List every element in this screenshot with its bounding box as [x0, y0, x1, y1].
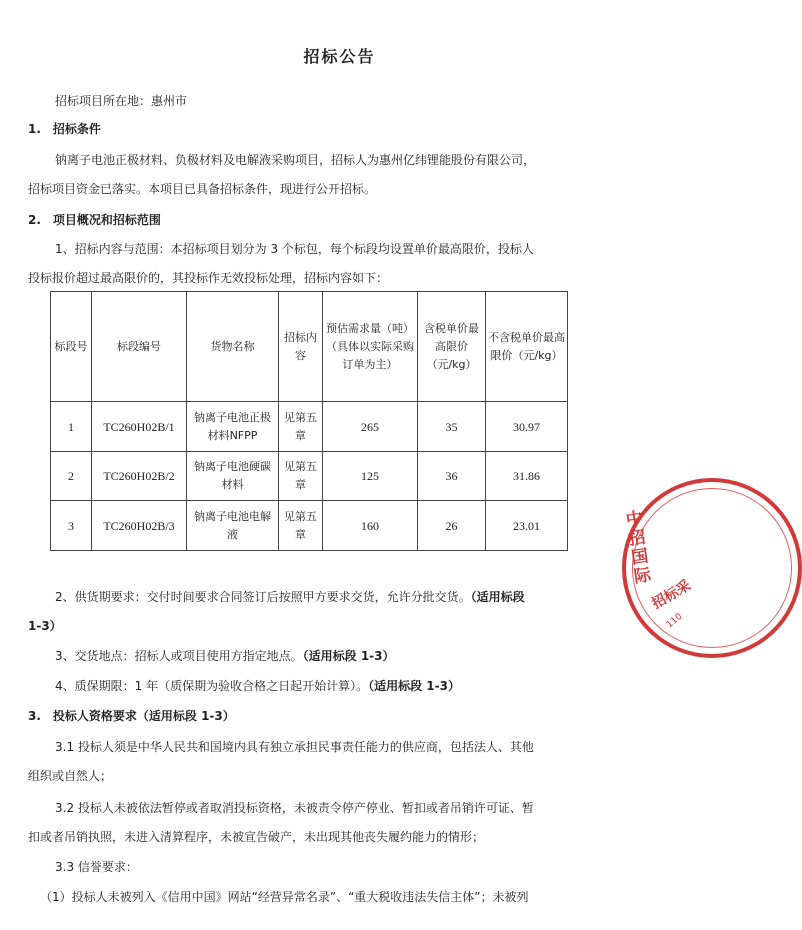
header-section-code: 标段编号: [92, 292, 187, 402]
cell-max-price-tax: 26: [418, 501, 486, 551]
cell-section-no: 1: [51, 402, 92, 452]
header-goods-name: 货物名称: [187, 292, 279, 402]
section-3-paragraph-line-1: 3.1 投标人须是中华人民共和国境内具有独立承担民事责任能力的供应商，包括法人、其他: [55, 740, 534, 754]
supply-period-scope-cont: 1-3）: [28, 619, 62, 633]
table-row: [51, 402, 568, 452]
company-seal-stamp: [622, 478, 802, 658]
header-estimated-demand: 预估需求量（吨）（具体以实际采购订单为主）: [323, 292, 418, 402]
cell-estimated-demand: 160: [323, 501, 418, 551]
cell-max-price-no-tax: 31.86: [486, 452, 568, 501]
section-3-heading: 3. 投标人资格要求（适用标段 1-3）: [28, 709, 235, 723]
project-location: 招标项目所在地：惠州市: [55, 94, 188, 108]
section-3-paragraph-line-6: （1）投标人未被列入《信用中国》网站“经营异常名录”、“重大税收违法失信主体”；未被列: [40, 890, 529, 904]
header-section-no: 标段号: [51, 292, 92, 402]
seal-number: 110: [664, 611, 685, 631]
section-3-paragraph-line-2: 组织或自然人；: [28, 769, 113, 783]
page-title: 招标公告: [303, 47, 376, 66]
cell-max-price-tax: 36: [418, 452, 486, 501]
cell-content: 见第五章: [279, 402, 323, 452]
warranty-scope: （适用标段 1-3）: [368, 679, 460, 693]
cell-content: 见第五章: [279, 452, 323, 501]
cell-section-no: 2: [51, 452, 92, 501]
delivery-location-text: 3、交货地点：招标人或项目使用方指定地点。: [55, 649, 303, 663]
table-row: [51, 501, 568, 551]
cell-max-price-no-tax: 23.01: [486, 501, 568, 551]
cell-estimated-demand: 125: [323, 452, 418, 501]
warranty-text: 4、质保期限：1 年（质保期为验收合格之日起开始计算）。: [55, 679, 369, 693]
cell-content: 见第五章: [279, 501, 323, 551]
delivery-location-line: [55, 647, 395, 664]
seal-text-bottom: 招标采: [649, 577, 694, 613]
supply-period-text: 2、供货期要求：交付时间要求合同签订后按照甲方要求交货，允许分批交货。: [55, 590, 471, 604]
header-content: 招标内容: [279, 292, 323, 402]
delivery-location-scope: （适用标段 1-3）: [302, 649, 395, 663]
warranty-line: [55, 677, 460, 694]
cell-estimated-demand: 265: [323, 402, 418, 452]
section-2-heading: 2. 项目概况和招标范围: [28, 213, 161, 227]
cell-goods-name: 钠离子电池正极材料NFPP: [187, 402, 279, 452]
section-3-paragraph-line-4: 扣或者吊销执照，未进入清算程序，未被宣告破产，未出现其他丧失履约能力的情形；: [28, 830, 485, 844]
header-max-price-no-tax: 不含税单价最高限价（元/kg）: [486, 292, 568, 402]
header-max-price-tax: 含税单价最高限价（元/kg）: [418, 292, 486, 402]
table-header-row: [51, 292, 568, 402]
cell-goods-name: 钠离子电池硬碳材料: [187, 452, 279, 501]
bid-sections-table: [50, 291, 568, 551]
cell-section-code: TC260H02B/3: [92, 501, 187, 551]
section-1-heading: 1. 招标条件: [28, 122, 101, 136]
table-row: [51, 452, 568, 501]
section-3-paragraph-line-5: 3.3 信誉要求：: [55, 860, 138, 874]
section-1-paragraph-line-2: 招标项目资金已落实。本项目已具备招标条件，现进行公开招标。: [28, 182, 377, 196]
cell-max-price-tax: 35: [418, 402, 486, 452]
cell-section-no: 3: [51, 501, 92, 551]
section-2-paragraph-line-1: 1、招标内容与范围：本招标项目划分为 3 个标包，每个标段均设置单价最高限价，投标人: [55, 242, 534, 256]
cell-section-code: TC260H02B/1: [92, 402, 187, 452]
section-2-paragraph-line-2: 投标报价超过最高限价的，其投标作无效投标处理，招标内容如下：: [28, 271, 389, 285]
cell-goods-name: 钠离子电池电解液: [187, 501, 279, 551]
section-3-paragraph-line-3: 3.2 投标人未被依法暂停或者取消投标资格，未被责令停产停业、暂扣或者吊销许可证、暂: [55, 801, 534, 815]
seal-text-top: 中招国际: [624, 508, 653, 588]
cell-section-code: TC260H02B/2: [92, 452, 187, 501]
cell-max-price-no-tax: 30.97: [486, 402, 568, 452]
section-1-paragraph-line-1: 钠离子电池正极材料、负极材料及电解液采购项目，招标人为惠州亿纬锂能股份有限公司，: [55, 153, 536, 167]
supply-period-scope: （适用标段: [470, 590, 525, 604]
supply-period-line: [55, 588, 525, 605]
